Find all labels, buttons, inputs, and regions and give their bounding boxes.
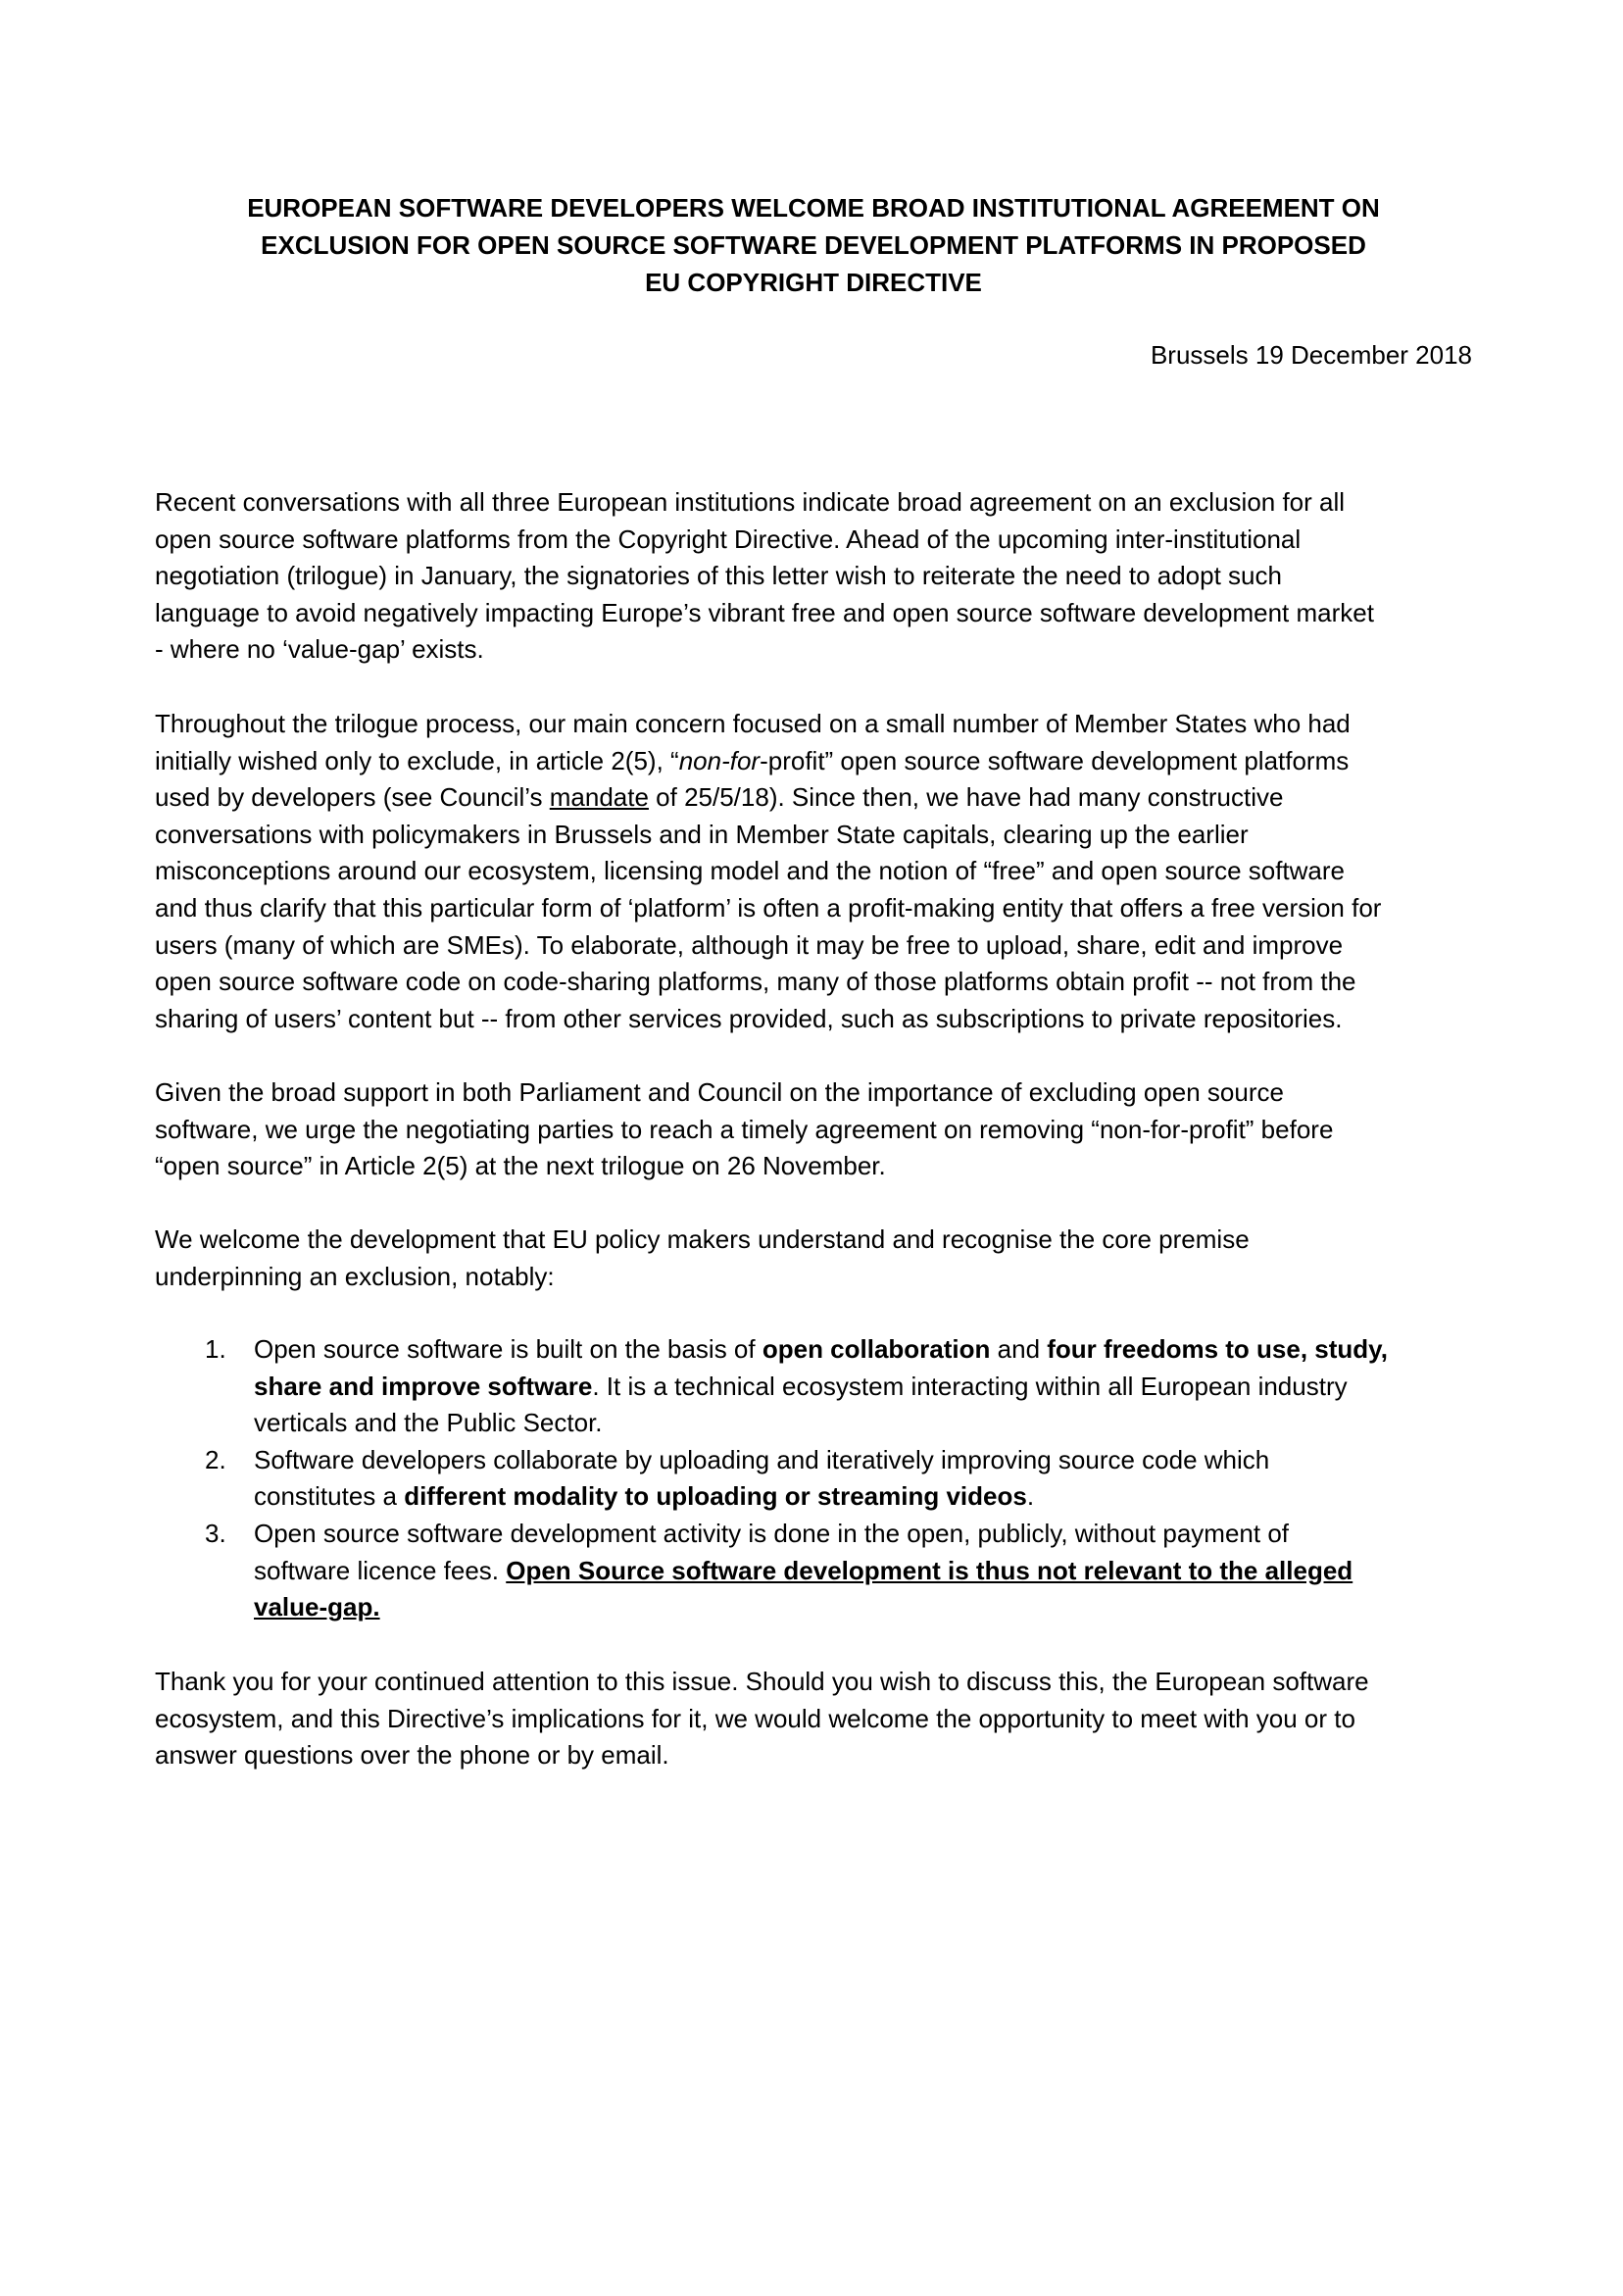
text-line: Thank you for your continued attention to this issue. Should you wish to discuss this, the European software xyxy=(155,1667,1369,1696)
text-line: answer questions over the phone or by email. xyxy=(155,1740,669,1771)
text-line xyxy=(254,1553,1478,1590)
text-line: open source software platforms from the Copyright Directive. Ahead of the upcoming inter-institutional xyxy=(155,524,1302,554)
bold-text: different modality to uploading or streaming videos xyxy=(404,1481,1027,1512)
text-run: -profit” open source software development platforms xyxy=(760,745,1350,775)
paragraph-trilogue-process xyxy=(155,706,1478,1037)
paragraph-intro xyxy=(155,484,1478,669)
text-line xyxy=(254,1331,1478,1369)
dateline: Brussels 19 December 2018 xyxy=(1150,340,1472,370)
list-item xyxy=(155,1442,1478,1516)
bold-text: open collaboration xyxy=(762,1334,991,1364)
text-run: software licence fees. xyxy=(254,1555,507,1585)
bold-underlined-text: Open Source software development is thus not relevant to the alleged xyxy=(506,1555,1353,1585)
list-number: 2. xyxy=(205,1444,226,1474)
text-line: verticals and the Public Sector. xyxy=(254,1408,603,1438)
text-line: sharing of users’ content but -- from other services provided, such as subscriptions to private repositories. xyxy=(155,1003,1343,1033)
list-item xyxy=(155,1516,1478,1626)
bold-text: share and improve software xyxy=(254,1371,593,1401)
text-line xyxy=(254,1478,1478,1516)
list-item xyxy=(155,1331,1478,1442)
text-run: of 25/5/18). Since then, we have had many constructive xyxy=(648,782,1284,813)
text-line xyxy=(254,1369,1478,1406)
text-line: open source software code on code-sharing platforms, many of those platforms obtain profit -- not from the xyxy=(155,967,1356,997)
text-line: software, we urge the negotiating parties to reach a timely agreement on removing “non-for-profit” before xyxy=(155,1114,1334,1144)
list-number: 1. xyxy=(205,1334,226,1364)
text-run: . xyxy=(1026,1481,1035,1512)
title-line: EUROPEAN SOFTWARE DEVELOPERS WELCOME BROAD INSTITUTIONAL AGREEMENT ON xyxy=(247,193,1380,223)
title-line: EU COPYRIGHT DIRECTIVE xyxy=(645,268,982,297)
text-line: Recent conversations with all three European institutions indicate broad agreement on an exclusion for all xyxy=(155,487,1346,517)
text-line: We welcome the development that EU policy makers understand and recognise the core premise xyxy=(155,1224,1250,1254)
text-line xyxy=(155,779,1478,817)
text-line: Throughout the trilogue process, our main concern focused on a small number of Member States who had xyxy=(155,709,1351,738)
bold-text: four freedoms to use, study, xyxy=(1047,1334,1388,1364)
text-line: negotiation (trilogue) in January, the signatories of this letter wish to reiterate the need to adopt such xyxy=(155,561,1282,591)
bold-underlined-text: value-gap. xyxy=(254,1592,380,1622)
text-line: Software developers collaborate by uploading and iteratively improving source code which xyxy=(254,1444,1270,1474)
text-run: . It is a technical ecosystem interacting within all European industry xyxy=(592,1371,1348,1401)
text-line: ecosystem, and this Directive’s implications for it, we would welcome the opportunity to meet with you or to xyxy=(155,1703,1355,1733)
paragraph-broad-support xyxy=(155,1074,1478,1185)
text-run: and xyxy=(990,1334,1048,1364)
text-line: conversations with policymakers in Brussels and in Member State capitals, clearing up the earlier xyxy=(155,819,1249,849)
italic-text: non-for xyxy=(678,745,761,775)
list-number: 3. xyxy=(205,1518,226,1548)
text-line xyxy=(254,1589,1478,1626)
text-line: Given the broad support in both Parliament and Council on the importance of excluding open source xyxy=(155,1077,1284,1107)
numbered-list xyxy=(155,1331,1478,1626)
text-line: misconceptions around our ecosystem, licensing model and the notion of “free” and open source software xyxy=(155,856,1346,886)
paragraph-welcome xyxy=(155,1222,1478,1295)
text-line: - where no ‘value-gap’ exists. xyxy=(155,634,484,665)
text-line: users (many of which are SMEs). To elaborate, although it may be free to upload, share, edit and improve xyxy=(155,929,1344,960)
text-run: used by developers (see Council’s xyxy=(155,782,550,813)
text-line: “open source” in Article 2(5) at the next trilogue on 26 November. xyxy=(155,1151,886,1181)
text-run: constitutes a xyxy=(254,1481,405,1512)
text-line: language to avoid negatively impacting Europe’s vibrant free and open source software development market xyxy=(155,597,1374,627)
paragraph-closing xyxy=(155,1664,1478,1774)
text-line: and thus clarify that this particular form of ‘platform’ is often a profit-making entity that offers a free version for xyxy=(155,892,1382,923)
text-line: underpinning an exclusion, notably: xyxy=(155,1261,555,1291)
text-line: Open source software development activity is done in the open, publicly, without payment of xyxy=(254,1518,1289,1548)
text-run: Open source software is built on the basis of xyxy=(254,1334,762,1364)
title-line: EXCLUSION FOR OPEN SOURCE SOFTWARE DEVELOPMENT PLATFORMS IN PROPOSED xyxy=(261,230,1366,260)
text-run: initially wished only to exclude, in article 2(5), “ xyxy=(155,745,679,775)
mandate-link[interactable]: mandate xyxy=(549,782,649,813)
document-title xyxy=(155,189,1472,301)
text-line xyxy=(155,743,1478,780)
